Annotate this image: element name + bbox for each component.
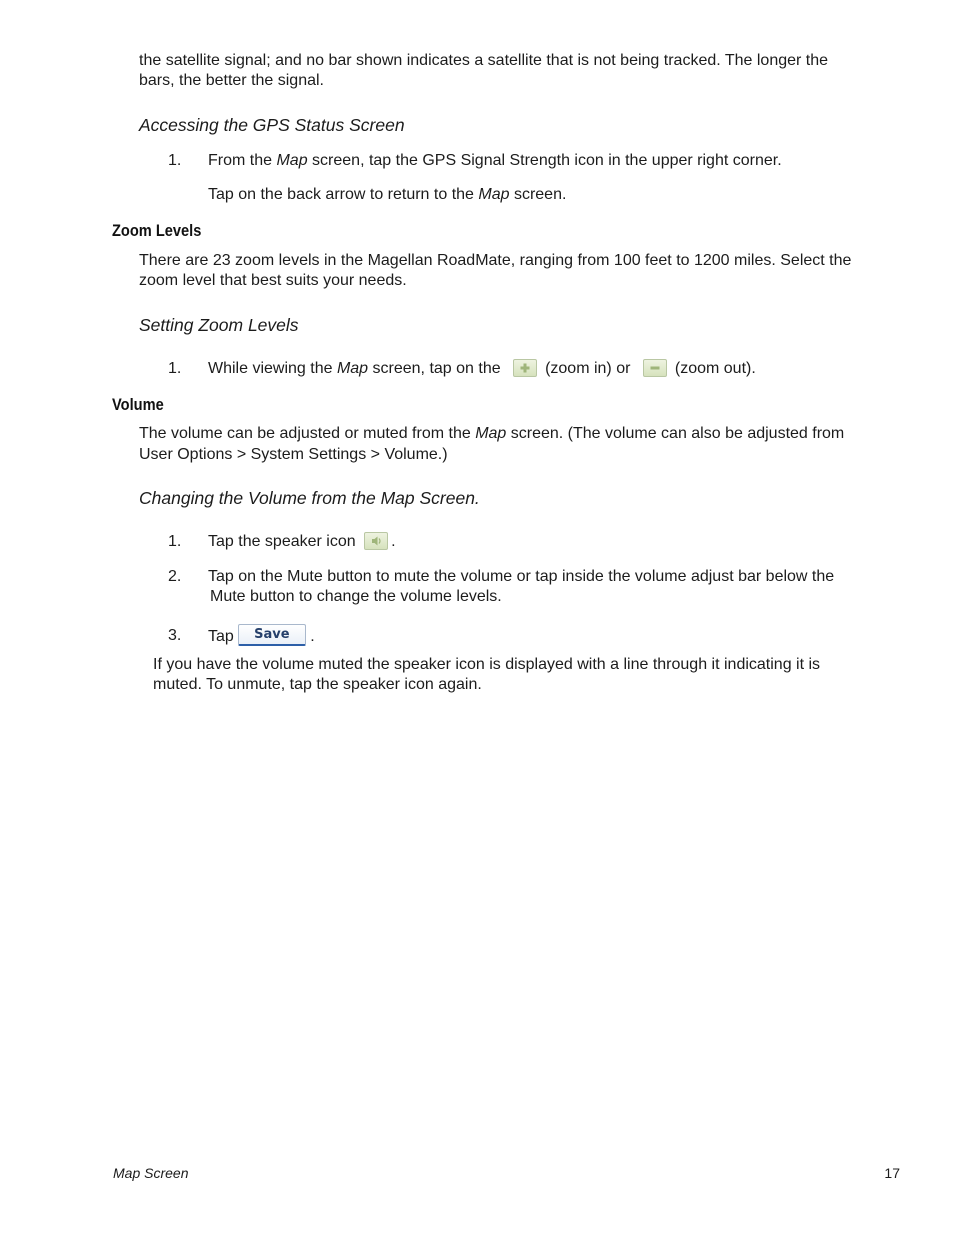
volume-step-3-number: 3. [168,627,182,644]
footer-section-name: Map Screen [113,1165,189,1181]
zoom-in-icon[interactable] [513,359,537,377]
volume-heading: Changing the Volume from the Map Screen. [139,488,480,508]
volume-step-2-number: 2. [168,568,182,585]
volume-note: If you have the volume muted the speaker icon is displayed with a line through it indicating it is muted. To unmute, tap the speaker icon again. [153,656,821,693]
gps-back-text: Tap on the back arrow to return to the Map screen. [208,186,567,203]
volume-step-1-text: Tap the speaker icon . [208,533,396,550]
zoom-paragraph: There are 23 zoom levels in the Magellan RoadMate, ranging from 100 feet to 1200 miles. Select the zoom level that best suits your needs. [139,252,852,289]
gps-heading: Accessing the GPS Status Screen [139,115,405,135]
zoom-step-1-number: 1. [168,360,182,377]
volume-step-3-text: Tap Save . [208,626,315,648]
map-term: Map [478,186,510,203]
speaker-icon[interactable] [364,532,388,550]
volume-paragraph: The volume can be adjusted or muted from the Map screen. (The volume can also be adjusted from User Options > System Settings > Volume.) [139,425,845,463]
intro-line-2: bars, the better the signal. [139,72,324,89]
save-button[interactable]: Save [238,624,306,646]
zoom-step-1-text: While viewing the Map screen, tap on the (zoom in) or (zoom out). [208,360,756,377]
page-number: 17 [884,1165,900,1181]
intro-paragraph [139,51,828,91]
zoom-levels-title: Zoom Levels [112,221,202,240]
map-term: Map [475,425,507,442]
volume-step-1-number: 1. [168,533,182,550]
zoom-out-icon[interactable] [643,359,667,377]
intro-line-1: the satellite signal; and no bar shown indicates a satellite that is not being tracked. The longer the [139,52,829,69]
gps-step-1-text: From the Map screen, tap the GPS Signal Strength icon in the upper right corner. [208,152,782,169]
gps-step-1-number: 1. [168,152,182,169]
zoom-heading: Setting Zoom Levels [139,315,299,335]
map-term: Map [276,152,308,169]
volume-title: Volume [112,395,164,414]
volume-step-2-text: Tap on the Mute button to mute the volume or tap inside the volume adjust bar below the Mute button to change the volume levels. [208,568,835,605]
map-term: Map [336,360,369,377]
